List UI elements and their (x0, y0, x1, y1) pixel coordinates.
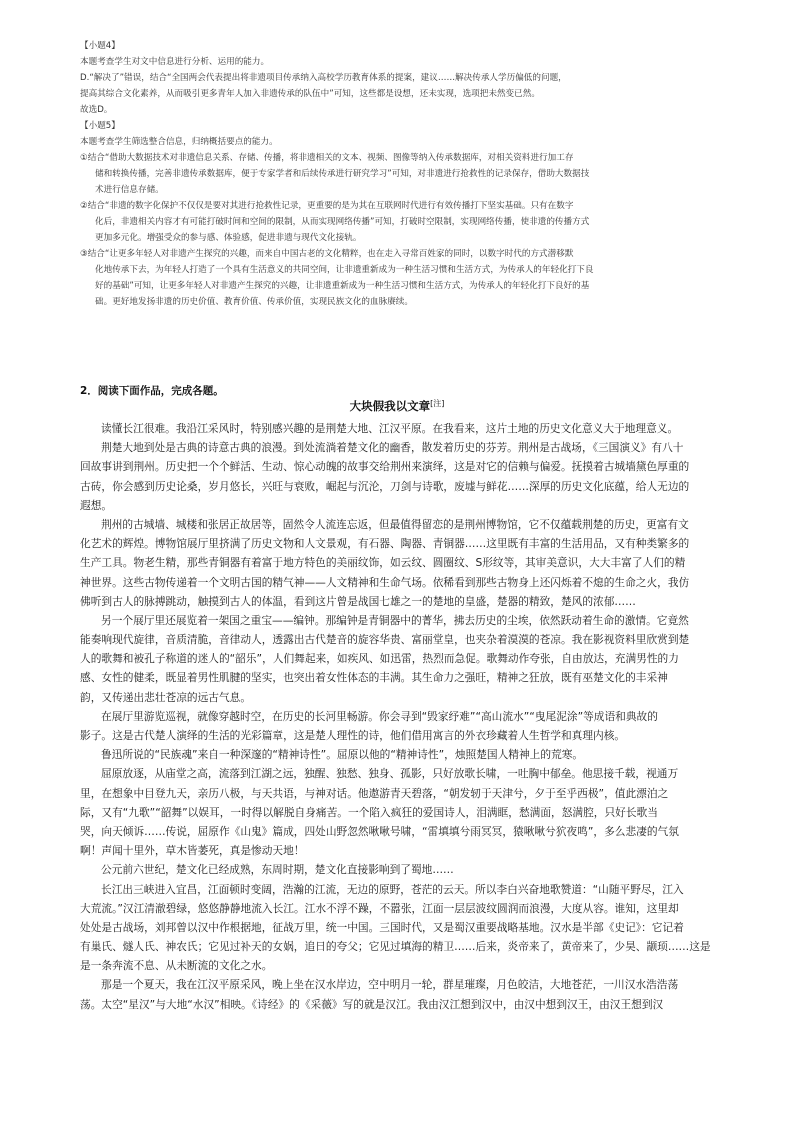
article-line: 感、女性的健柔，既显着男性肌腱的坚实，也突出着女性体态的丰满。其生命力之强旺，精神之狂放，既有巫楚文化的丰采神 (80, 671, 668, 685)
analysis-line: 础。更好地发扬非遗的历史价值、教育价值、传承价值，实现民族文化的血脉赓续。 (95, 297, 413, 307)
article-line: 处处是古战场，刘邦曾以汉中作根据地，征战万里，统一中国。三国时代，又是蜀汉重要战略基地。汉水是半部《史记》：它记着 (80, 920, 684, 934)
article-line: 荡。太空“星汉”与大地“水汉”相映。《诗经》的《采薇》写的就是汉江。我由汉江想到汉中，由汉中想到汉王，由汉王想到汉 (80, 997, 664, 1011)
article-line: 鲁迅所说的“民族魂”来自一种深邃的“精神诗性”。屈原以他的“精神诗性”，烛照楚国人精神上的荒寒。 (101, 748, 584, 762)
article-line: 化艺术的辉煌。博物馆展厅里挤满了历史文物和人文景观，有石器、陶器、青铜器……这里既有丰富的生活用品，又有种类繁多的 (80, 537, 690, 551)
q4-header: 【小题4】 (80, 41, 120, 51)
article-title-text: 大块假我以文章 (349, 399, 431, 413)
analysis-line: 化地传承下去，为年轻人打造了一个具有生活意义的共同空间，让非遗重新成为一种生活习惯和生活方式，为传承人的年轻化打下良 (95, 265, 594, 275)
article-line: 大荒流。”汉江清澈碧绿，悠悠静静地流入长江。江水不浮不躁，不嚣张，江面一层层波纹圆润而浪漫，大度从容。谁知，这里却 (80, 901, 679, 915)
analysis-line: 更加多元化。增强受众的参与感、体验感，促进非遗与现代文化接轨。 (95, 233, 362, 243)
article-line: 读懂长江很难。我沿江采风时，特别感兴趣的是荆楚大地、江汉平原。在我看来，这片土地的历史文化意义大于地理意义。 (101, 422, 679, 435)
article-line: 佛听到古人的脉搏跳动，触摸到古人的体温，看到这片曾是战国七雄之一的楚地的皇盛，楚器的精致，楚风的浓郁…… (80, 594, 636, 608)
analysis-line: 本题考查学生对文中信息进行分析、运用的能力。 (80, 57, 270, 67)
article-line: 古砖，你会感到历史论桑，岁月悠长，兴旺与衰败，崛起与沉沦，刀剑与诗歌，废墟与鲜花……深厚的历史文化底蕴，给人无边的 (80, 479, 690, 493)
article-line: 回故事讲到荆州。历史把一个个鲜活、生动、惊心动魄的故事交给荆州来演绎，这是对它的信赖与偏爱。抚摸着古城墙黛色厚重的 (80, 460, 690, 474)
article-line: 生产工具。物老生精，那些青铜器有着富于地方特色的美丽纹饰，如云纹、圆圈纹、S形纹等，其审美意识，大大丰富了人们的精 (80, 556, 686, 570)
article-line: 里，在想象中目登九天，亲历八极，与天共语，与神对话。他遨游青天碧落，“朝发轫于天津兮，夕于至乎西极”，值此漂泊之 (80, 786, 669, 800)
analysis-line: 本题考查学生筛选整合信息，归纳概括要点的能力。 (80, 137, 278, 147)
analysis-line: 储和转换传播，完善非遗传承数据库，便于专家学者和后续传承进行研究学习”可知，对非遗进行抢救性的记录保存，借助大数据技 (95, 169, 590, 179)
analysis-line: 故选D。 (80, 105, 113, 115)
analysis-line: 好的基础”可知，让更多年轻人对非遗产生探究的兴趣，让非遗重新成为一种生活习惯和生活方式，为传承人的年轻化打下良好的基 (95, 281, 590, 291)
article-line: 啊！声闻十里外，草木皆萎死，真是惨动天地！ (80, 844, 305, 858)
article-line: 屈原放逐，从庙堂之高，流落到江湖之远，独醒、独愁、独身、孤影，只好放歌长啸，一吐胸中郁垒。他思接千载，视通万 (101, 767, 679, 781)
article-note-marker: [注] (430, 399, 445, 408)
analysis-line: D.“解决了”错误，结合“全国两会代表提出将非遗项目传承纳入高校学历教育体系的提案，建议……解决传承人学历偏低的问题， (80, 73, 567, 83)
article-line: 影子。这是古代楚人演绎的生活的光彩篇章，这是楚人理性的诗，他们借用寓言的外衣珍藏着人生哲学和真理内核。 (80, 729, 626, 742)
analysis-q4 (80, 38, 730, 118)
article-line: 在展厅里游览巡视，就像穿越时空，在历史的长河里畅游。你会寻到“毁家纾难”“高山流水”“曳尾泥涂”等成语和典故的 (101, 709, 658, 723)
question-label: 2．阅读下面作品，完成各题。 (80, 385, 224, 397)
article-line: 荆楚大地到处是古典的诗意古典的浪漫。到处流淌着楚文化的幽香，散发着历史的芬芳。荆州是古战场，《三国演义》有八十 (101, 441, 684, 455)
article-line: 神世界。这些古物传递着一个文明古国的精气神——人文精神和生命气场。依稀看到那些古物身上还闪烁着不熄的生命之火，我仿 (80, 575, 690, 589)
analysis-line: 提高其综合文化素养，从而吸引更多青年人加入非遗传承的队伍中”可知，这些都是设想，还未实现，选项把未然变已然。 (80, 89, 540, 99)
analysis-line: 化后，非遗相关内容才有可能打破时间和空间的限制，从而实现网络传播”可知，打破时空限制，实现网络传播，使非遗的传播方式 (95, 217, 590, 227)
article-line: 能奏响现代旋律，音质清脆，音律动人，透露出古代楚音的旋容华贵、富丽堂皇，也夹杂着漠漠的苍凉。我在影视资料里欣赏到楚 (80, 633, 690, 647)
article-line: 另一个展厅里还展览着一架国之重宝——编钟。那编钟是青铜器中的菁华，拂去历史的尘埃，依然跃动着生命的激情。它竟然 (101, 613, 689, 627)
article-line: 是一条奔流不息、从未断流的文化之水。 (80, 959, 273, 973)
analysis-line: ①结合“借助大数据技术对非遗信息关系、存储、传播，将非遗相关的文本、视频、图像等纳入传承数据库，对相关资料进行加工存 (80, 153, 574, 163)
article-line: 长江出三峡进入宜昌，江面顿时变阔，浩瀚的江流，无边的原野，苍茫的云天。所以李白兴奋地歌赞道：“山随平野尽，江入 (101, 882, 684, 896)
q5-header: 【小题5】 (80, 121, 120, 131)
article-body (80, 419, 740, 1014)
analysis-q5 (80, 118, 730, 310)
article-line: 有巢氏、燧人氏、神农氏；它见过补天的女娲，追日的夸父；它见过填海的精卫……后来，炎帝来了，黄帝来了，少昊、颛顼……这是 (80, 940, 711, 954)
analysis-line: ②结合“非遗的数字化保护不仅仅是要对其进行抢救性记录，更重要的是为其在互联网时代进行有效传播打下坚实基础。只有在数字 (80, 201, 574, 211)
article-line: 哭，向天倾诉……传说，屈原作《山鬼》篇成，四处山野忽然啾啾号啸，“雷填填兮雨冥冥，猿啾啾兮狖夜鸣”，多么悲凄的气氛 (80, 824, 679, 838)
article-line: 那是一个夏天，我在江汉平原采风，晚上坐在汉水岸边，空中明月一轮，群星璀璨，月色皎洁，大地苍茫，一川汉水浩浩荡 (101, 978, 679, 992)
analysis-line: 术进行信息存储。 (95, 185, 164, 195)
article-line: 遐想。 (80, 498, 113, 512)
article-line: 际，又有“九歌”“韶舞”以娱耳，一时得以解脱自身痛苦。一个陷入疯狂的爱国诗人，泪满眶，愁满面，怒满腔，只好长歌当 (80, 805, 658, 819)
article-line: 韵，又传递出悲壮苍凉的远古气息。 (80, 690, 252, 704)
analysis-line: ③结合“让更多年轻人对非遗产生探究的兴趣，而来自中国古老的文化精粹，也在走入寻常百姓家的同时，以数字时代的方式潜移默 (80, 249, 574, 259)
article-line: 荆州的古城墙、城楼和张居正故居等，固然令人流连忘返，但最值得留恋的是荆州博物馆，它不仅蕴载荆楚的历史，更富有文 (101, 517, 689, 531)
article-line: 公元前六世纪，楚文化已经成熟，东周时期，楚文化直接影响到了蜀地…… (101, 863, 454, 877)
article-title (0, 398, 794, 414)
article-line: 人的歌舞和被孔子称道的迷人的“韶乐”，人们舞起来，如疾风、如迅雷，热烈而急促。歌舞动作夸张，自由放达，充满男性的力 (80, 652, 679, 666)
